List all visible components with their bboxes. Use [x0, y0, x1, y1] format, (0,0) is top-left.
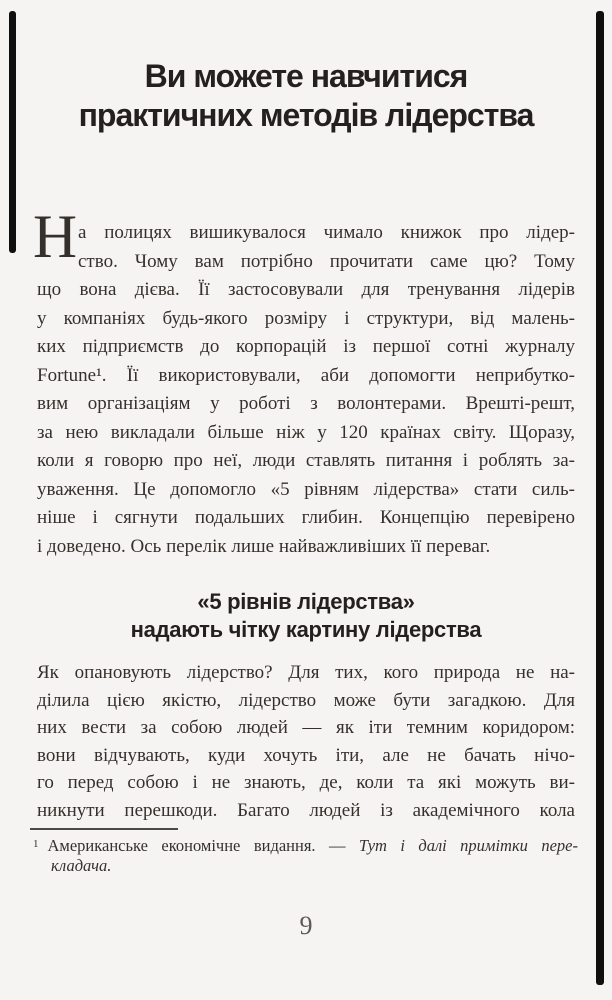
footnote-line-1	[33, 836, 578, 856]
section-subheading	[0, 588, 612, 644]
text-line: а полицях вишикувалося чимало книжок про лідер-	[78, 222, 575, 243]
paragraph-2-body	[37, 659, 575, 824]
text-line: ніше і сягнути подальших глибин. Концепцію перевірено	[37, 507, 575, 528]
footnote-regular-text: Американське економічне видання. —	[47, 836, 359, 855]
text-line: що вона дієва. Її застосовували для тренування лідерів	[37, 279, 575, 300]
text-line: ство. Чому вам потрібно прочитати саме цю? Тому	[78, 250, 575, 272]
text-line: вони відчувають, куди хочуть іти, але не бачать нічо-	[37, 744, 575, 766]
text-line: у компаніях будь-якого розміру і структури, від малень-	[37, 307, 575, 329]
footnote-separator-rule	[30, 828, 178, 830]
chapter-title-line-1: Ви можете навчитися	[144, 58, 468, 94]
footnote	[33, 836, 578, 875]
page-number: 9	[299, 911, 313, 940]
chapter-title-line-2: практичних методів лідерства	[78, 97, 534, 133]
text-line: Fortune¹. Її використовували, аби допомогти неприбутко-	[37, 364, 575, 386]
text-line: Як опановують лідерство? Для тих, кого природа не на-	[37, 662, 575, 683]
text-line: го перед собою і не знають, де, коли та які можуть ви-	[37, 772, 575, 793]
paragraph-1-beside-dropcap	[78, 219, 575, 276]
footnote-line-2: кладача.	[51, 855, 112, 875]
scan-artifact-right-bar	[596, 11, 604, 985]
text-line: никнути перешкоди. Багато людей із академічного кола	[37, 799, 575, 821]
text-line: ділила цією якістю, лідерство може бути загадкою. Для	[37, 689, 575, 711]
text-line: них вести за собою людей — як іти темним коридором:	[37, 717, 575, 738]
paragraph-1-body	[37, 276, 575, 561]
text-line: і доведено. Ось перелік лише найважливіших її переваг.	[37, 535, 491, 557]
subheading-line-2: надають чітку картину лідерства	[130, 617, 482, 642]
subheading-line-1: «5 рівнів лідерства»	[197, 589, 415, 614]
text-line: за нею викладали більше ніж у 120 країнах світу. Щоразу,	[37, 421, 575, 443]
text-line: уваження. Це допомогло «5 рівням лідерства» стати силь-	[37, 478, 575, 500]
drop-cap: Н	[33, 204, 78, 271]
text-line: вим організаціям у роботі з волонтерами. Врешті-решт,	[37, 393, 575, 414]
footnote-italic-text: Тут і далі примітки пере-	[358, 836, 579, 855]
footnote-marker: 1	[33, 838, 39, 850]
text-line: ких підприємств до корпорацій із першої сотні журналу	[37, 336, 575, 357]
chapter-title	[0, 57, 612, 135]
text-line: коли я говорю про неї, люди ставлять питання і роблять за-	[37, 450, 575, 471]
